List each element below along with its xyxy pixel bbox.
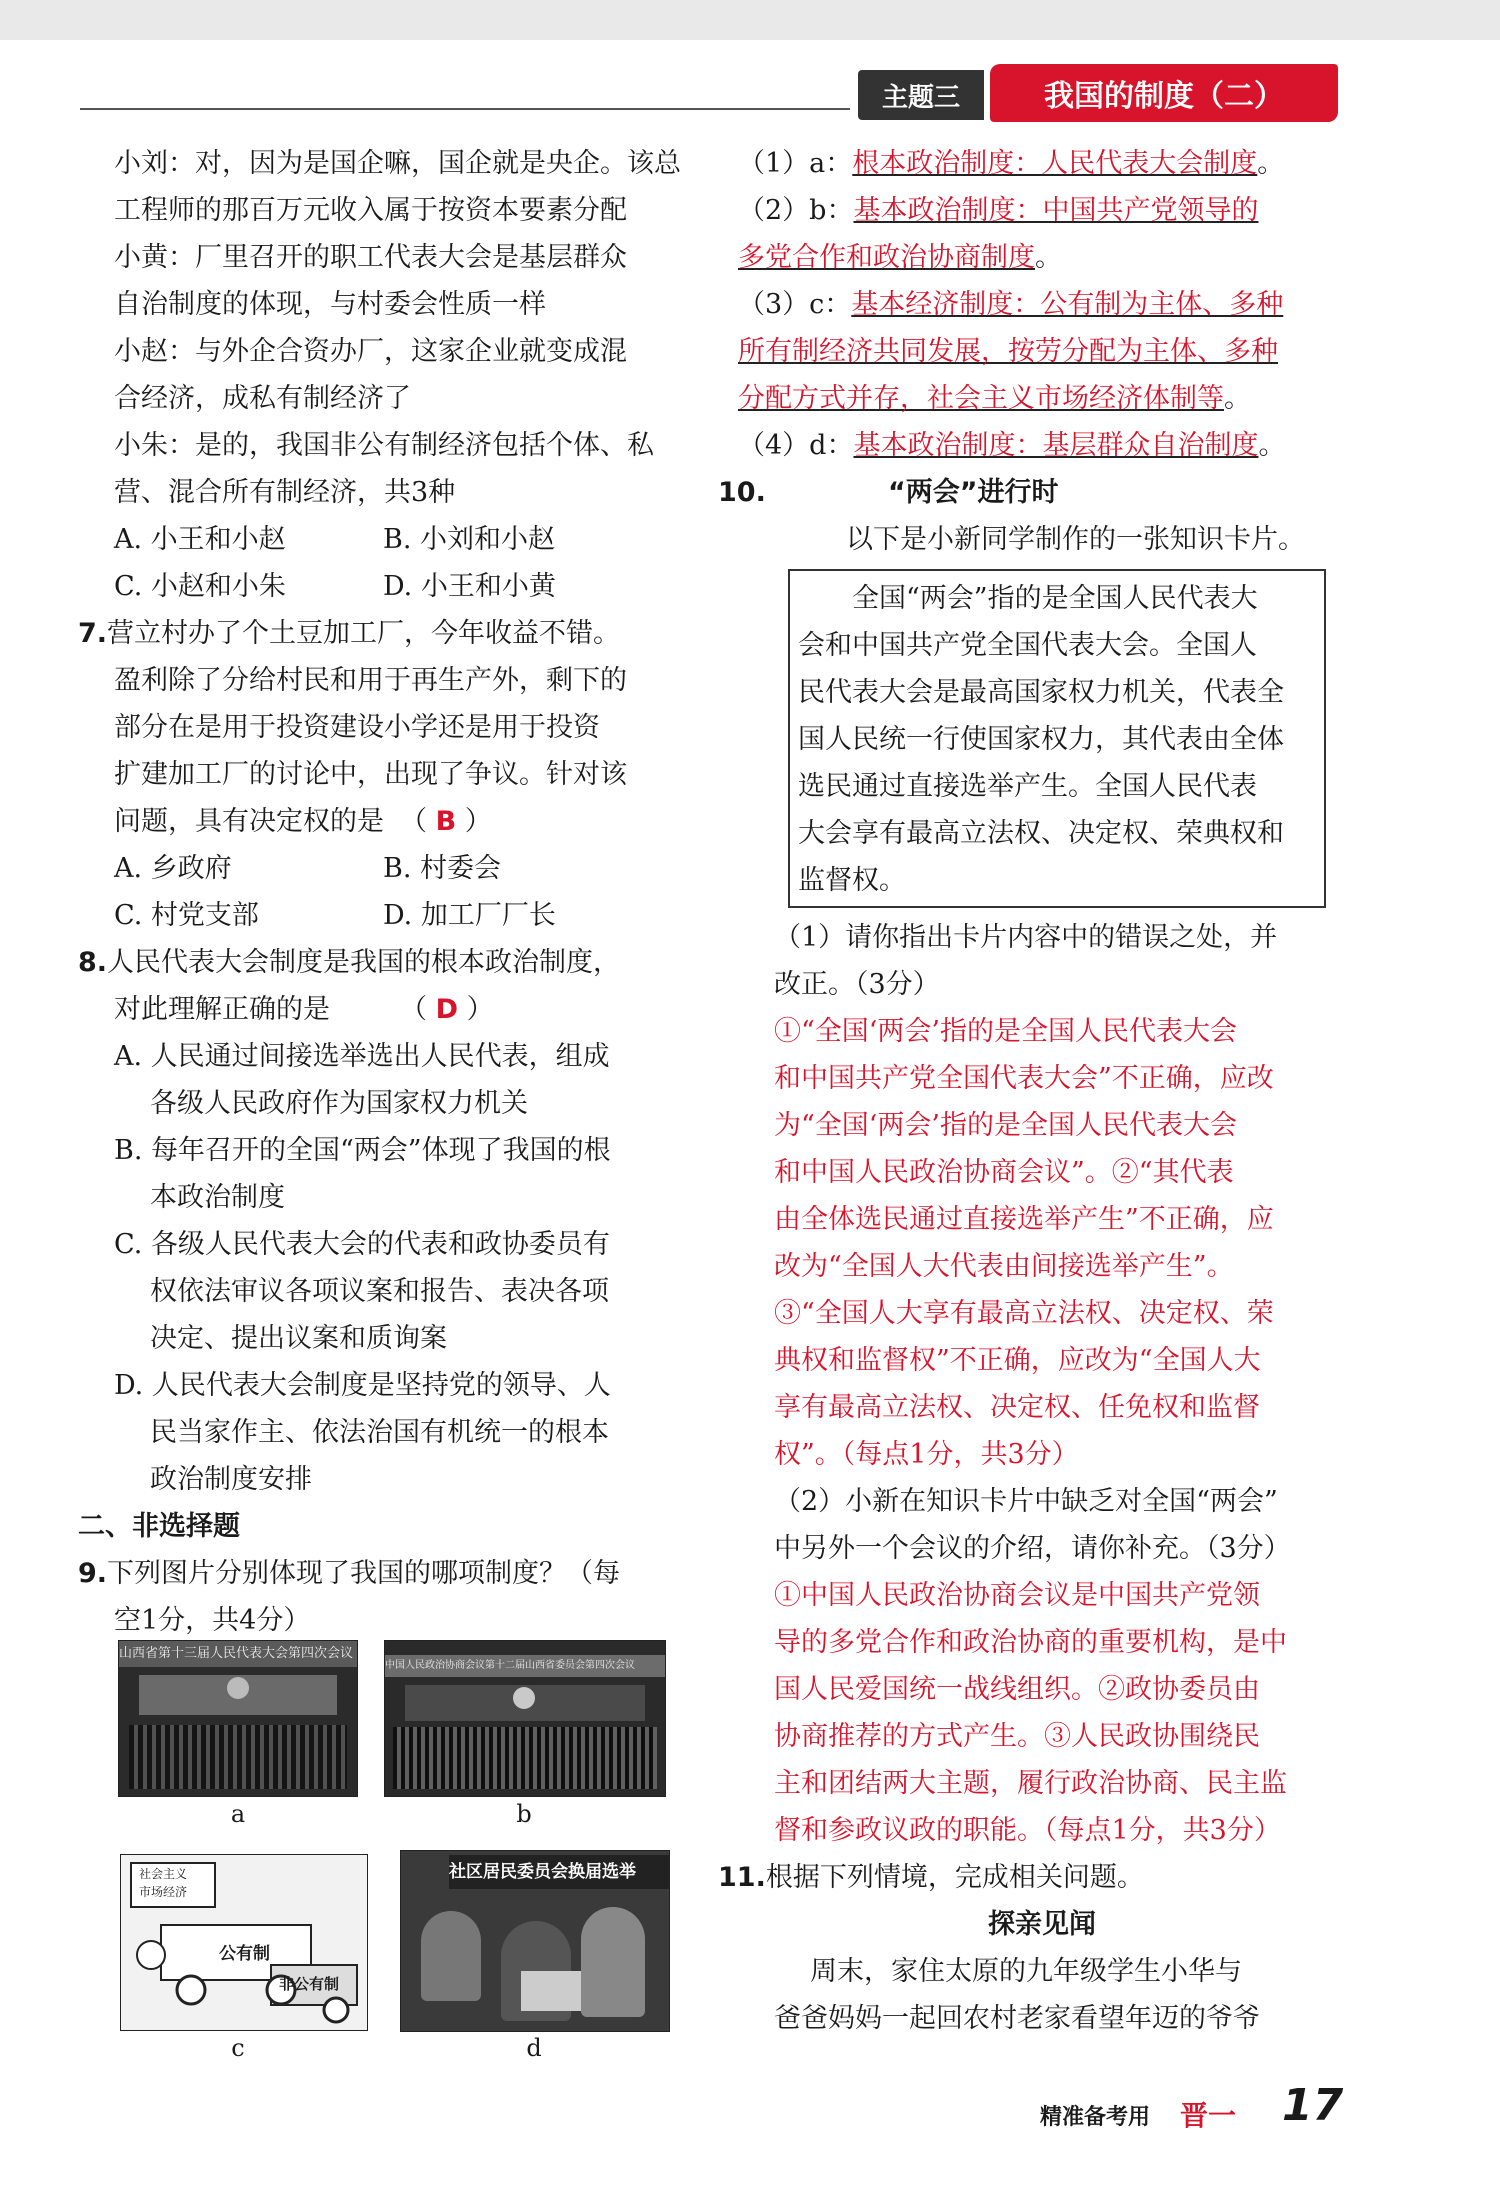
dialog-line: 小黄：厂里召开的职工代表大会是基层群众 — [114, 242, 627, 273]
q6-option-c: C. 小赵和小朱 — [114, 571, 286, 602]
q7-stem-line: 问题，具有决定权的是 （ B ） — [114, 806, 492, 837]
q8-option-a-cont: 各级人民政府作为国家权力机关 — [150, 1088, 528, 1119]
q10-sub1: （1）请你指出卡片内容中的错误之处，并 — [774, 922, 1278, 953]
photo-d-election — [400, 1850, 670, 2032]
photo-b-cppcc — [384, 1640, 666, 1797]
q10-answer2: 协商推荐的方式产生。③人民政协围绕民 — [774, 1721, 1260, 1752]
q7-options-row2 — [78, 892, 688, 939]
q10-answer1: 和中国共产党全国代表大会”不正确，应改 — [774, 1063, 1274, 1094]
q10-sub1-cont: 改正。（3分） — [774, 969, 940, 1000]
left-column — [78, 140, 688, 1644]
dialog-line: 营、混合所有制经济，共3种 — [114, 477, 456, 508]
footer-label: 精准备考用 — [1040, 2105, 1151, 2130]
q8-option-c: C. 各级人民代表大会的代表和政协委员有 — [114, 1229, 610, 1260]
q9-answer-c-cont: 所有制经济共同发展，按劳分配为主体、多种 — [738, 336, 1278, 367]
q10-sub2-cont: 中另外一个会议的介绍，请你补充。（3分） — [774, 1533, 1291, 1564]
q10-answer2: 主和团结两大主题，履行政治协商、民主监 — [774, 1768, 1287, 1799]
photo-a-congress — [118, 1640, 358, 1797]
q8-option-c-cont: 决定、提出议案和质询案 — [150, 1323, 447, 1354]
q7-stem-line: 7.营立村办了个土豆加工厂，今年收益不错。 — [78, 618, 621, 649]
q9-answer-a: （1）a：根本政治制度：人民代表大会制度。 — [738, 148, 1285, 179]
caption-b: b — [516, 1800, 532, 1828]
q7-option-c: C. 村党支部 — [114, 900, 259, 931]
q10-answer1: 和中国人民政治协商会议”。②“其代表 — [774, 1157, 1234, 1188]
section-title: 二、非选择题 — [78, 1511, 240, 1542]
card-line: 国人民统一行使国家权力，其代表由全体 — [798, 724, 1284, 755]
caption-c: c — [231, 2034, 245, 2062]
q7-stem-line: 扩建加工厂的讨论中，出现了争议。针对该 — [114, 759, 627, 790]
cartoon-c-economy — [120, 1854, 368, 2031]
q8-option-a: A. 人民通过间接选举选出人民代表，组成 — [114, 1041, 610, 1072]
dialog-line: 工程师的那百万元收入属于按资本要素分配 — [114, 195, 627, 226]
q10-title: “两会”进行时 — [888, 477, 1059, 508]
footer-brand: 晋一 — [1180, 2099, 1237, 2132]
dialog-line: 自治制度的体现，与村委会性质一样 — [114, 289, 546, 320]
photo-d-person — [421, 1911, 481, 2001]
q7-stem-line: 盈利除了分给村民和用于再生产外，剩下的 — [114, 665, 627, 696]
dialog-line: 小赵：与外企合资办厂，这家企业就变成混 — [114, 336, 627, 367]
card-line: 会和中国共产党全国代表大会。全国人 — [798, 630, 1257, 661]
photo-b-banner: 中国人民政治协商会议第十二届山西省委员会第四次会议 — [385, 1655, 665, 1677]
q6-option-a: A. 小王和小赵 — [114, 524, 286, 555]
q11-stem: 11.根据下列情境，完成相关问题。 — [718, 1862, 1144, 1893]
emblem-icon — [227, 1677, 249, 1699]
photo-d-person — [581, 1907, 645, 2017]
page-number: 17 — [1282, 2080, 1344, 2131]
q9-answer-d-text: 基本政治制度：基层群众自治制度 — [853, 430, 1259, 461]
q10-answer2: 导的多党合作和政治协商的重要机构，是中 — [774, 1627, 1287, 1658]
q8-option-b: B. 每年召开的全国“两会”体现了我国的根 — [114, 1135, 611, 1166]
q10-title-line — [718, 469, 1348, 516]
cartoon-c-sign2: 市场经济 — [139, 1885, 188, 1899]
cartoon-c-public: 公有制 — [219, 1944, 270, 1964]
emblem-icon — [513, 1687, 535, 1709]
q10-answer1: 由全体选民通过直接选举产生”不正确，应 — [774, 1204, 1274, 1235]
q8-option-d: D. 人民代表大会制度是坚持党的领导、人 — [114, 1370, 611, 1401]
q10-answer1: 典权和监督权”不正确，应改为“全国人大 — [774, 1345, 1261, 1376]
theme-tag: 主题三 — [858, 70, 984, 120]
q11-line: 周末，家住太原的九年级学生小华与 — [810, 1956, 1242, 1987]
card-line: 民代表大会是最高国家权力机关，代表全 — [798, 677, 1284, 708]
card-line: 监督权。 — [798, 865, 906, 896]
q9-number: 9. — [78, 1558, 108, 1589]
card-line: 选民通过直接选举产生。全国人民代表 — [798, 771, 1257, 802]
q8-stem-line: 对此理解正确的是 （ D ） — [114, 994, 494, 1025]
q10-answer1: 改为“全国人大代表由间接选举产生”。 — [774, 1251, 1234, 1282]
photo-a-audience — [129, 1725, 347, 1789]
photo-d-banner: 社区居民委员会换届选举 — [449, 1855, 669, 1889]
q9-answer-b-text: 基本政治制度：中国共产党领导的 — [853, 195, 1259, 226]
q9-answer-d: （4）d：基本政治制度：基层群众自治制度。 — [738, 430, 1286, 461]
caption-a: a — [230, 1800, 246, 1828]
q7-options-row1 — [78, 845, 688, 892]
q7-answer: B — [435, 806, 457, 837]
q10-answer1: 享有最高立法权、决定权、任免权和监督 — [774, 1392, 1260, 1423]
q9-answer-a-text: 根本政治制度：人民代表大会制度 — [852, 148, 1258, 179]
q8-number: 8. — [78, 947, 108, 978]
q10-sub2: （2）小新在知识卡片中缺乏对全国“两会” — [774, 1486, 1278, 1517]
q6-option-b: B. 小刘和小赵 — [383, 524, 556, 555]
q10-answer1: ①“全国‘两会’指的是全国人民代表大会 — [774, 1016, 1237, 1047]
q10-answer2: 督和参政议政的职能。（每点1分，共3分） — [774, 1815, 1281, 1846]
q7-option-a: A. 乡政府 — [114, 853, 232, 884]
chapter-title: 我国的制度（二） — [990, 64, 1338, 122]
q8-option-b-cont: 本政治制度 — [150, 1182, 285, 1213]
q7-number: 7. — [78, 618, 108, 649]
q8-stem-line: 8.人民代表大会制度是我国的根本政治制度， — [78, 947, 621, 978]
q10-answer1: ③“全国人大享有最高立法权、决定权、荣 — [774, 1298, 1274, 1329]
q7-option-b: B. 村委会 — [383, 853, 502, 884]
q7-stem-line: 部分在是用于投资建设小学还是用于投资 — [114, 712, 600, 743]
q10-number: 10. — [718, 477, 766, 508]
dialog-line: 小朱：是的，我国非公有制经济包括个体、私 — [114, 430, 654, 461]
q11-line: 爸爸妈妈一起回农村老家看望年迈的爷爷 — [774, 2003, 1260, 2034]
q6-options-row1 — [78, 516, 688, 563]
q10-intro: 以下是小新同学制作的一张知识卡片。 — [846, 524, 1305, 555]
header-rule — [80, 108, 850, 110]
card-line: 全国“两会”指的是全国人民代表大 — [852, 583, 1258, 614]
q6-options-row2 — [78, 563, 688, 610]
q10-answer1: 权”。（每点1分，共3分） — [774, 1439, 1079, 1470]
q9-answer-c-text: 基本经济制度：公有制为主体、多种 — [851, 289, 1284, 320]
dialog-line: 合经济，成私有制经济了 — [114, 383, 411, 414]
q9-stem-line: 9.下列图片分别体现了我国的哪项制度？（每 — [78, 1558, 621, 1589]
knowledge-card — [788, 569, 1326, 908]
q8-option-d-cont: 政治制度安排 — [150, 1464, 312, 1495]
dialog-line: 小刘：对，因为是国企嘛，国企就是央企。该总 — [114, 148, 681, 179]
cartoon-c-nonpublic: 非公有制 — [279, 1975, 340, 1993]
q6-option-d: D. 小王和小黄 — [383, 571, 556, 602]
caption-d: d — [526, 2034, 542, 2062]
q11-title: 探亲见闻 — [988, 1909, 1096, 1940]
q9-answer-c-cont: 分配方式并存，社会主义市场经济体制等。 — [738, 383, 1251, 414]
right-column — [718, 140, 1348, 2042]
photo-b-audience — [393, 1727, 657, 1789]
photo-a-banner: 山西省第十三届人民代表大会第四次会议 — [119, 1641, 357, 1667]
ballot-box — [521, 1971, 581, 2011]
q7-option-d: D. 加工厂厂长 — [383, 900, 556, 931]
q11-number: 11. — [718, 1862, 766, 1893]
cartoon-c-sign1: 社会主义 — [139, 1867, 188, 1881]
q8-option-c-cont: 权依法审议各项议案和报告、表决各项 — [150, 1276, 609, 1307]
q9-stem-line: 空1分，共4分） — [114, 1605, 311, 1636]
q9-answer-c: （3）c：基本经济制度：公有制为主体、多种 — [738, 289, 1284, 320]
q10-answer2: ①中国人民政治协商会议是中国共产党领 — [774, 1580, 1260, 1611]
q10-answer2: 国人民爱国统一战线组织。②政协委员由 — [774, 1674, 1260, 1705]
q9-answer-b-cont: 多党合作和政治协商制度。 — [738, 242, 1062, 273]
q8-option-d-cont: 民当家作主、依法治国有机统一的根本 — [150, 1417, 609, 1448]
card-line: 大会享有最高立法权、决定权、荣典权和 — [798, 818, 1284, 849]
q9-answer-b: （2）b：基本政治制度：中国共产党领导的 — [738, 195, 1259, 226]
top-margin — [0, 0, 1500, 40]
q8-answer: D — [435, 994, 459, 1025]
q10-answer1: 为“全国‘两会’指的是全国人民代表大会 — [774, 1110, 1237, 1141]
